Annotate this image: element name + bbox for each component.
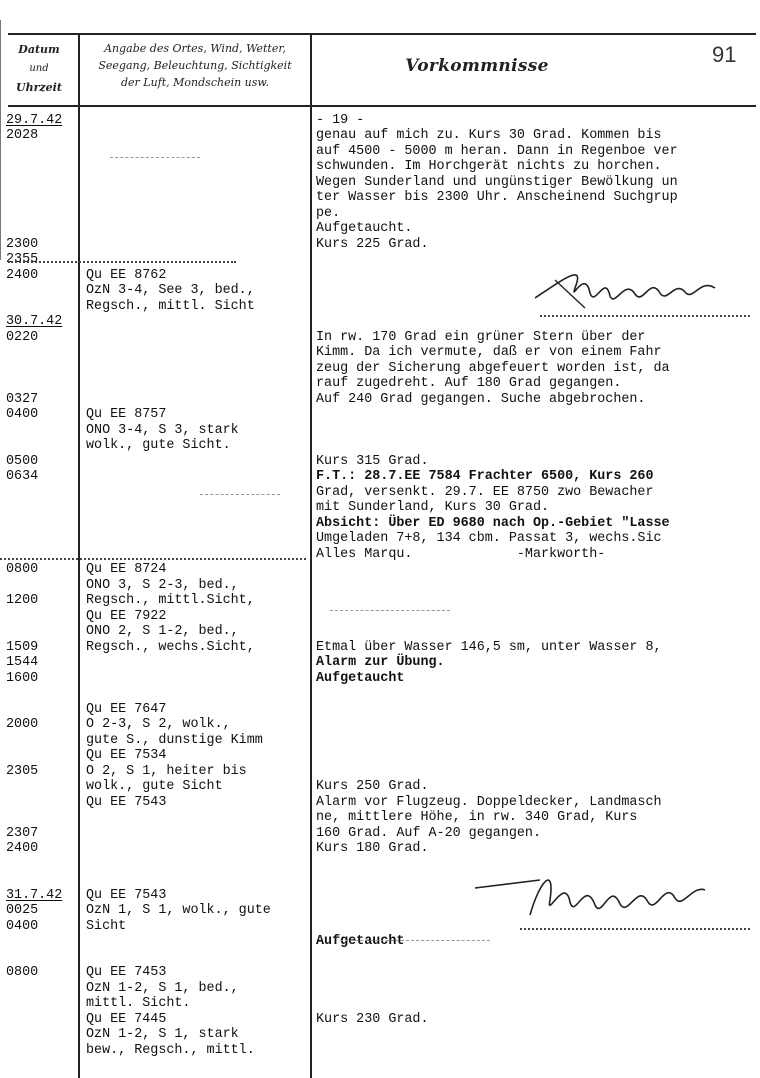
position-weather-line: Qu EE 7922 [86, 608, 167, 624]
position-weather-line: bew., Regsch., mittl. [86, 1042, 255, 1058]
place-header-line: Seegang, Beleuchtung, Sichtigkeit [98, 59, 292, 72]
event-line: mit Sunderland, Kurs 30 Grad. [316, 500, 550, 515]
time-entry: 2000 [6, 717, 39, 732]
event-line [316, 423, 756, 439]
position-weather-line: OzN 1-2, S 1, stark [86, 1027, 239, 1042]
position-weather-line [86, 469, 308, 485]
time-entry [6, 144, 76, 160]
position-weather-line: Qu EE 7543 [86, 887, 167, 903]
position-weather-line [86, 485, 308, 501]
time-entry: 0400 [6, 918, 39, 934]
place-column-divider [310, 33, 312, 1078]
date-header-line: Uhrzeit [16, 81, 62, 94]
time-entry [6, 795, 76, 811]
position-weather-line [86, 175, 308, 191]
position-weather-line [86, 857, 308, 873]
event-line: schwunden. Im Horchgerät nichts zu horchen. [316, 159, 662, 174]
dotted-separator [0, 558, 306, 560]
event-line [316, 981, 756, 997]
time-entry [6, 485, 76, 501]
position-weather-line: ONO 3-4, S 3, stark [86, 422, 239, 438]
position-weather-line: Regsch., mittl.Sicht, [86, 593, 255, 608]
time-entry: 1509 [6, 639, 39, 655]
position-weather-line [86, 950, 308, 966]
position-weather-line: wolk., gute Sicht. [86, 438, 231, 453]
position-weather-line [86, 841, 308, 857]
time-entry: 0327 [6, 391, 39, 407]
time-entry [6, 345, 76, 361]
events-header: Vorkommnisse [405, 56, 549, 76]
event-line: Etmal über Wasser 146,5 sm, unter Wasser 8, [316, 639, 662, 655]
time-entry: 1544 [6, 655, 39, 670]
event-line: Kurs 250 Grad. [316, 779, 429, 794]
event-line: Kurs 230 Grad. [316, 1011, 429, 1027]
position-weather-line: Sicht [86, 918, 127, 934]
faint-rule [110, 157, 200, 158]
position-weather-line: mittl. Sicht. [86, 996, 191, 1011]
date-column-divider [78, 33, 80, 1078]
event-line [316, 717, 756, 733]
position-weather-line: Qu EE 8762 [86, 267, 167, 283]
time-entry [6, 175, 76, 191]
position-weather-line: Qu EE 7453 [86, 965, 167, 980]
time-entry: 0800 [6, 562, 39, 577]
event-line: Alarm zur Übung. [316, 655, 445, 670]
left-margin-line [0, 20, 1, 260]
handwritten-signature [470, 860, 710, 930]
event-line: Aufgetaucht [316, 934, 405, 949]
time-entry [6, 190, 76, 206]
time-entry [6, 206, 76, 222]
position-weather-line: OzN 3-4, See 3, bed., [86, 283, 255, 298]
event-line: Auf 240 Grad gegangen. Suche abgebrochen. [316, 391, 646, 407]
time-entry: 30.7.42 [6, 314, 63, 329]
position-weather-line [86, 392, 308, 408]
event-line: Wegen Sunderland und ungünstiger Bewölkung un [316, 174, 678, 190]
event-line: Kurs 225 Grad. [316, 236, 429, 252]
event-line [316, 562, 756, 578]
time-entry [6, 376, 76, 392]
event-line: Umgeladen 7+8, 134 cbm. Passat 3, wechs.Sic [316, 531, 662, 546]
time-entry: 0025 [6, 903, 39, 918]
position-weather-line [86, 872, 308, 888]
event-line [316, 733, 756, 749]
position-weather-line [86, 516, 308, 532]
event-line [316, 686, 756, 702]
event-line [316, 407, 756, 423]
time-entry [6, 82, 76, 98]
event-line: In rw. 170 Grad ein grüner Stern über der [316, 329, 646, 345]
position-weather-line: OzN 1, S 1, wolk., gute [86, 903, 271, 918]
position-weather-line [86, 314, 308, 330]
time-entry [6, 609, 76, 625]
position-weather-line: Qu EE 7543 [86, 794, 167, 810]
event-line [316, 97, 756, 113]
position-weather-line [86, 671, 308, 687]
time-entry [6, 531, 76, 547]
event-line [316, 950, 756, 966]
time-entry [6, 872, 76, 888]
event-line [316, 748, 756, 764]
time-entry [6, 810, 76, 826]
event-line: zeug der Sicherung abgefeuert worden ist, da [316, 360, 670, 376]
position-weather-line: Qu EE 7445 [86, 1011, 167, 1027]
position-weather-line [86, 330, 308, 346]
position-weather-line [86, 361, 308, 377]
position-weather-line: ONO 2, S 1-2, bed., [86, 624, 239, 639]
time-entry [6, 624, 76, 640]
event-line: auf 4500 - 5000 m heran. Dann in Regenboe ver [316, 143, 678, 159]
time-entry: 2300 [6, 236, 39, 252]
faint-rule [330, 610, 450, 611]
time-entry [6, 779, 76, 795]
handwritten-signature [525, 258, 725, 318]
event-line: Alarm vor Flugzeug. Doppeldecker, Landmasch [316, 794, 662, 810]
event-line [316, 624, 756, 640]
position-weather-line [86, 345, 308, 361]
place-header-line: Angabe des Ortes, Wind, Wetter, [104, 42, 286, 55]
time-entry [6, 423, 76, 439]
event-line [316, 965, 756, 981]
faint-rule [340, 940, 490, 941]
time-entry: 29.7.42 [6, 112, 63, 128]
event-line: genau auf mich zu. Kurs 30 Grad. Kommen bis [316, 128, 662, 143]
event-line: pe. [316, 205, 341, 221]
event-line: Grad, versenkt. 29.7. EE 8750 zwo Bewacher [316, 484, 654, 500]
time-entry: 2400 [6, 267, 39, 283]
date-time-column [6, 66, 76, 981]
event-line: Aufgetaucht. [316, 221, 413, 236]
position-weather-line [86, 655, 308, 671]
position-weather-line [86, 159, 308, 175]
event-line [316, 593, 756, 609]
position-weather-line [86, 190, 308, 206]
event-line: Absicht: Über ED 9680 nach Op.-Gebiet "Lasse [316, 515, 670, 531]
event-line: Kurs 315 Grad. [316, 453, 429, 469]
header-top-rule [8, 33, 756, 35]
event-line: ter Wasser bis 2300 Uhr. Anscheinend Suchgrup [316, 190, 678, 205]
event-line: F.T.: 28.7.EE 7584 Frachter 6500, Kurs 260 [316, 469, 654, 484]
time-entry: 0400 [6, 407, 39, 422]
time-entry [6, 733, 76, 749]
time-entry [6, 97, 76, 113]
time-entry [6, 516, 76, 532]
time-entry: 0800 [6, 965, 39, 980]
position-weather-line [86, 376, 308, 392]
event-line [316, 82, 756, 98]
position-weather-line [86, 531, 308, 547]
time-entry [6, 159, 76, 175]
position-weather-line [86, 252, 308, 268]
event-line [316, 764, 756, 780]
position-weather-line [86, 500, 308, 516]
page-number: 91 [712, 42, 737, 67]
time-entry: 0634 [6, 469, 39, 484]
event-line [316, 578, 756, 594]
position-weather-line [86, 454, 308, 470]
position-weather-line [86, 206, 308, 222]
position-weather-line: Qu EE 8757 [86, 407, 167, 422]
place-header-line: der Luft, Mondschein usw. [120, 76, 270, 89]
position-weather-line [86, 128, 308, 144]
time-entry [6, 857, 76, 873]
time-entry [6, 748, 76, 764]
position-weather-line: OzN 1-2, S 1, bed., [86, 980, 239, 996]
position-weather-line [86, 237, 308, 253]
time-entry: 2355 [6, 252, 39, 267]
position-weather-line [86, 826, 308, 842]
position-weather-line: ONO 3, S 2-3, bed., [86, 577, 239, 593]
date-header-line: Datum [18, 43, 60, 56]
position-weather-line: Regsch., mittl. Sicht [86, 298, 255, 314]
time-entry [6, 500, 76, 516]
event-line [316, 438, 756, 454]
time-entry: 0220 [6, 329, 39, 345]
position-weather-line [86, 66, 308, 82]
position-weather-line: Qu EE 7647 [86, 701, 167, 717]
time-entry: 31.7.42 [6, 887, 63, 903]
time-entry [6, 283, 76, 299]
position-weather-line [86, 810, 308, 826]
event-line: Aufgetaucht [316, 670, 405, 686]
event-line: ne, mittlere Höhe, in rw. 340 Grad, Kurs [316, 810, 638, 825]
position-weather-line: Regsch., wechs.Sicht, [86, 639, 255, 655]
position-weather-line [86, 686, 308, 702]
event-line [316, 996, 756, 1012]
event-line [316, 702, 756, 718]
time-entry: 2307 [6, 825, 39, 841]
place-weather-column [86, 66, 308, 1058]
time-entry [6, 686, 76, 702]
time-entry: 1600 [6, 670, 39, 686]
event-line: Kimm. Da ich vermute, daß er von einem Fahr [316, 345, 662, 360]
time-entry [6, 66, 76, 82]
time-entry: 0500 [6, 453, 39, 469]
faint-rule [200, 494, 280, 495]
time-entry [6, 950, 76, 966]
time-entry [6, 934, 76, 950]
position-weather-line: Qu EE 7534 [86, 748, 167, 763]
position-weather-line: Qu EE 8724 [86, 562, 167, 577]
position-weather-line [86, 113, 308, 129]
date-header-line: und [29, 63, 49, 74]
time-entry [6, 361, 76, 377]
position-weather-line [86, 97, 308, 113]
event-line: rauf zugedreht. Auf 180 Grad gegangen. [316, 376, 622, 391]
event-line: Kurs 180 Grad. [316, 841, 429, 856]
event-line: Alles Marqu. -Markworth- [316, 546, 606, 562]
event-line [316, 66, 756, 82]
event-line: - 19 - [316, 112, 365, 128]
position-weather-line: O 2-3, S 2, wolk., [86, 717, 231, 732]
position-weather-line: gute S., dunstige Kimm [86, 732, 263, 748]
time-entry: 2400 [6, 841, 39, 856]
event-line: 160 Grad. Auf A-20 gegangen. [316, 825, 541, 841]
time-entry: 1200 [6, 593, 39, 608]
position-weather-line [86, 934, 308, 950]
time-entry: 2028 [6, 128, 39, 143]
time-entry [6, 221, 76, 237]
dotted-separator [8, 261, 236, 263]
time-entry [6, 578, 76, 594]
time-entry [6, 438, 76, 454]
position-weather-line: O 2, S 1, heiter bis [86, 763, 247, 779]
time-entry: 2305 [6, 763, 39, 779]
time-entry [6, 299, 76, 315]
time-entry [6, 702, 76, 718]
position-weather-line [86, 221, 308, 237]
position-weather-line: wolk., gute Sicht [86, 779, 223, 794]
position-weather-line [86, 82, 308, 98]
